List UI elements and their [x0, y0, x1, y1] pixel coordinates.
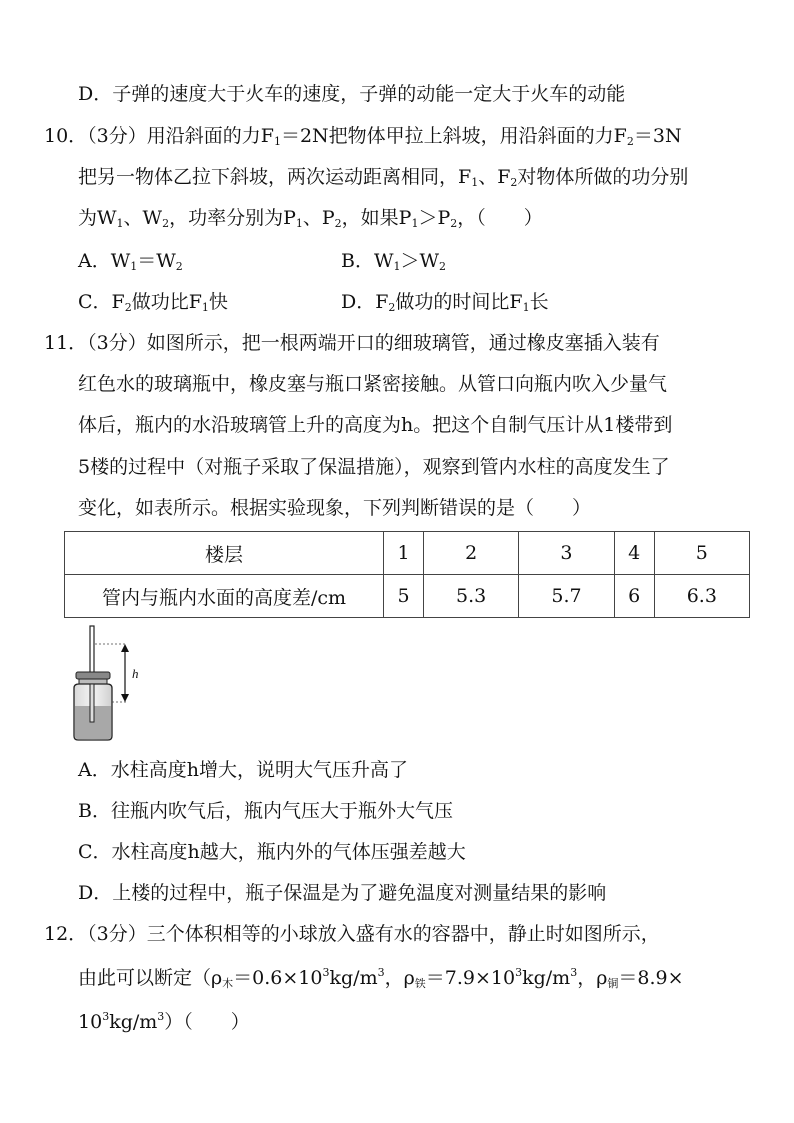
- option-text: ＞W: [400, 250, 440, 272]
- q12-text: ）（ ）: [164, 1011, 250, 1033]
- q11-option-b[interactable]: B．往瓶内吹气后，瓶内气压大于瓶外大气压: [78, 800, 453, 822]
- q12-text: kg/m: [109, 1011, 158, 1033]
- option-text: 做功比F: [131, 291, 202, 313]
- option-text: 长: [529, 291, 549, 313]
- q12-text: kg/m: [522, 967, 571, 989]
- q10-text: ＝3N: [633, 125, 682, 147]
- subscript: 1: [130, 260, 138, 273]
- q11-stem-line1: 11．（3分）如图所示，把一根两端开口的细玻璃管，通过橡皮塞插入装有: [44, 332, 660, 354]
- subscript: 铜: [607, 977, 619, 990]
- arrowhead-up: [121, 644, 129, 652]
- subscript: 2: [439, 260, 447, 273]
- q12-text: ，ρ: [577, 967, 608, 989]
- q12-text: 10: [78, 1011, 103, 1033]
- q10-text: 、W: [123, 207, 163, 229]
- q12-stem-line2: [78, 964, 684, 992]
- q11-option-c[interactable]: C．水柱高度h越大，瓶内外的气体压强差越大: [78, 841, 466, 863]
- q10-text: ＝2N把物体甲拉上斜坡，用沿斜面的力F: [280, 125, 627, 147]
- subscript: 木: [222, 977, 234, 990]
- q10-text: 、F: [478, 166, 511, 188]
- superscript: 3: [570, 966, 578, 979]
- q11-data-table: [64, 531, 750, 618]
- option-text: ＝W: [137, 250, 176, 272]
- superscript: 3: [515, 966, 523, 979]
- option-text: 快: [208, 291, 228, 313]
- q11-option-a[interactable]: A．水柱高度h增大，说明大气压升高了: [78, 759, 408, 781]
- subscript: 1: [273, 135, 281, 148]
- subscript: 2: [450, 217, 458, 230]
- q10-option-b[interactable]: [341, 247, 446, 275]
- subscript: 2: [334, 217, 342, 230]
- q12-text: ＝7.9×10: [425, 967, 516, 989]
- q10-text: 把另一物体乙拉下斜坡，两次运动距离相同，F: [78, 166, 472, 188]
- q11-stem-line3: 体后，瓶内的水沿玻璃管上升的高度为h。把这个自制气压计从1楼带到: [78, 414, 673, 436]
- table-cell: 5.3: [423, 575, 518, 618]
- subscript: 2: [175, 260, 183, 273]
- table-row: [65, 575, 750, 618]
- table-row: [65, 532, 750, 575]
- superscript: 3: [377, 966, 385, 979]
- subscript: 1: [393, 260, 401, 273]
- superscript: 3: [102, 1010, 110, 1023]
- q10-text: 、P: [302, 207, 335, 229]
- q12-text: ，ρ: [384, 967, 415, 989]
- table-cell: 4: [614, 532, 654, 575]
- q11-option-d[interactable]: D．上楼的过程中，瓶子保温是为了避免温度对测量结果的影响: [78, 882, 607, 904]
- q10-text: 用沿斜面的力F: [146, 125, 274, 147]
- q12-stem-line3: [78, 1008, 250, 1036]
- q12-text: 由此可以断定（ρ: [78, 967, 223, 989]
- q10-option-d[interactable]: [341, 288, 549, 316]
- subscript: 2: [162, 217, 170, 230]
- table-cell: 楼层: [65, 532, 384, 575]
- table-cell: 6.3: [654, 575, 749, 618]
- option-text: 做功的时间比F: [395, 291, 523, 313]
- q11-stem-line4: 5楼的过程中（对瓶子采取了保温措施），观察到管内水柱的高度发生了: [78, 456, 670, 478]
- q10-text: 对物体所做的功分别: [517, 166, 689, 188]
- subscript: 铁: [414, 977, 426, 990]
- barometer-diagram: [62, 624, 152, 744]
- glass-tube-inside: [90, 684, 94, 722]
- subscript: 1: [522, 301, 530, 314]
- q11-stem-line5: 变化，如表所示。根据实验现象，下列判断错误的是（ ）: [78, 497, 592, 519]
- q10-text: ，（ ）: [457, 207, 543, 229]
- subscript: 1: [116, 217, 124, 230]
- subscript: 2: [124, 301, 132, 314]
- q12-stem-line1: 12．（3分）三个体积相等的小球放入盛有水的容器中，静止时如图所示，: [44, 923, 660, 945]
- option-text: A．W: [78, 250, 131, 272]
- table-cell: 1: [384, 532, 424, 575]
- subscript: 2: [626, 135, 634, 148]
- q10-option-a[interactable]: [78, 247, 183, 275]
- height-label: h: [132, 666, 139, 681]
- table-cell: 2: [423, 532, 518, 575]
- q10-stem-line3: [78, 204, 543, 232]
- q10-stem-line2: [78, 163, 688, 191]
- table-cell: 5.7: [519, 575, 614, 618]
- subscript: 1: [411, 217, 419, 230]
- subscript: 1: [295, 217, 303, 230]
- q10-number: 10．（3分）: [44, 125, 147, 147]
- table-cell: 3: [519, 532, 614, 575]
- bottle-neck: [79, 679, 107, 684]
- q12-text: ＝0.6×10: [233, 967, 323, 989]
- rubber-stopper: [76, 672, 110, 679]
- arrowhead-down: [121, 694, 129, 702]
- table-cell: 6: [614, 575, 654, 618]
- q12-text: kg/m: [329, 967, 378, 989]
- table-cell: 管内与瓶内水面的高度差/cm: [65, 575, 384, 618]
- superscript: 3: [157, 1010, 165, 1023]
- option-text: D．F: [341, 291, 389, 313]
- table-cell: 5: [654, 532, 749, 575]
- subscript: 2: [388, 301, 396, 314]
- q11-stem-line2: 红色水的玻璃瓶中，橡皮塞与瓶口紧密接触。从管口向瓶内吹入少量气: [78, 373, 668, 395]
- barometer-figure: [62, 624, 152, 744]
- option-text: C．F: [78, 291, 125, 313]
- q10-option-c[interactable]: [78, 288, 228, 316]
- option-text: B．W: [341, 250, 394, 272]
- superscript: 3: [322, 966, 330, 979]
- subscript: 1: [471, 176, 479, 189]
- q10-text: ，功率分别为P: [169, 207, 296, 229]
- q10-text: ，如果P: [341, 207, 412, 229]
- q10-stem-line1: [44, 122, 682, 150]
- table-cell: 5: [384, 575, 424, 618]
- q10-text: ＞P: [418, 207, 451, 229]
- subscript: 1: [201, 301, 209, 314]
- subscript: 2: [510, 176, 518, 189]
- q12-text: ＝8.9×: [618, 967, 684, 989]
- q9-option-d: D．子弹的速度大于火车的速度，子弹的动能一定大于火车的动能: [78, 83, 626, 105]
- q10-text: 为W: [78, 207, 117, 229]
